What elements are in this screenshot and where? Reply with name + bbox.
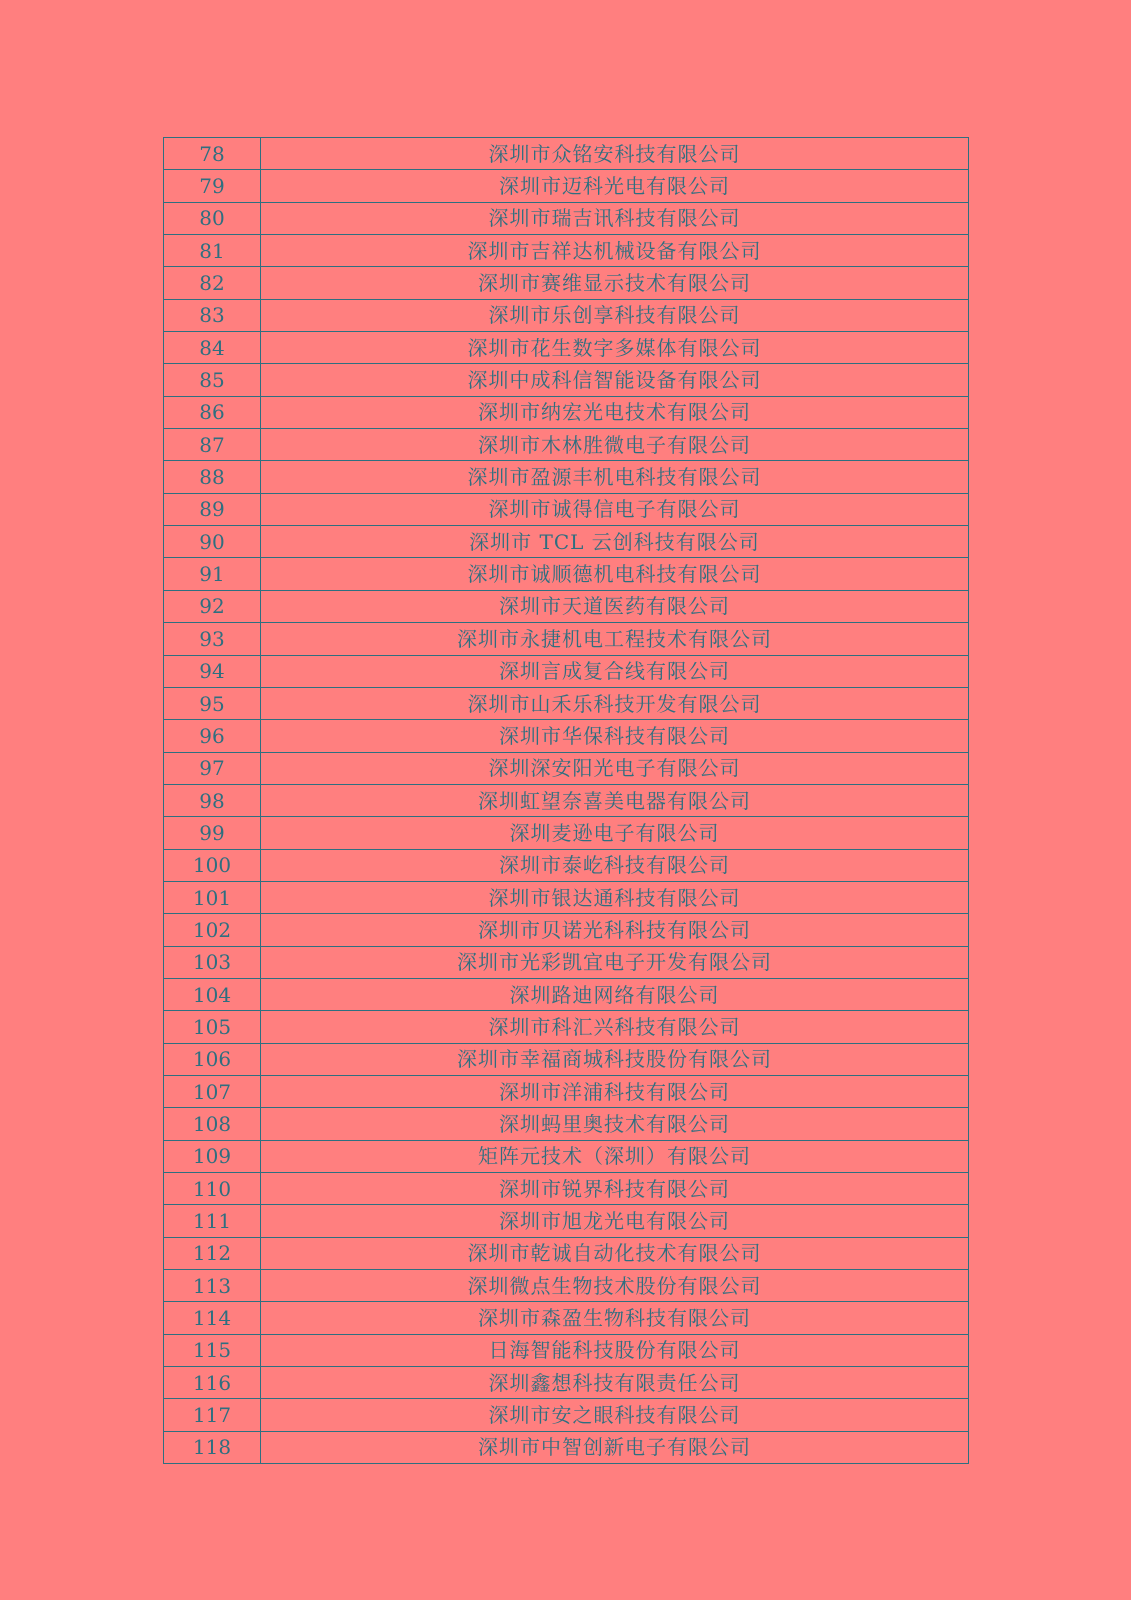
- table-row: [164, 1140, 969, 1172]
- company-name-cell: 深圳蚂里奥技术有限公司: [261, 1108, 969, 1140]
- table-row: [164, 849, 969, 881]
- table-row: [164, 1270, 969, 1302]
- company-name-cell: 日海智能科技股份有限公司: [261, 1334, 969, 1366]
- row-number-cell: 88: [164, 461, 261, 493]
- row-number-cell: 92: [164, 590, 261, 622]
- row-number-cell: 103: [164, 946, 261, 978]
- row-number-cell: 118: [164, 1431, 261, 1463]
- row-number-cell: 117: [164, 1399, 261, 1431]
- company-name-cell: 深圳市纳宏光电技术有限公司: [261, 396, 969, 428]
- company-name-cell: 深圳市众铭安科技有限公司: [261, 138, 969, 170]
- company-name-cell: 深圳市木林胜微电子有限公司: [261, 429, 969, 461]
- company-name-cell: 深圳深安阳光电子有限公司: [261, 752, 969, 784]
- row-number-cell: 96: [164, 720, 261, 752]
- row-number-cell: 97: [164, 752, 261, 784]
- row-number-cell: 79: [164, 170, 261, 202]
- row-number-cell: 78: [164, 138, 261, 170]
- table-row: [164, 267, 969, 299]
- row-number-cell: 101: [164, 881, 261, 913]
- row-number-cell: 83: [164, 299, 261, 331]
- company-name-cell: 深圳市科汇兴科技有限公司: [261, 1011, 969, 1043]
- table-row: [164, 1367, 969, 1399]
- table-row: [164, 1334, 969, 1366]
- company-name-cell: 深圳鑫想科技有限责任公司: [261, 1367, 969, 1399]
- table-row: [164, 1108, 969, 1140]
- row-number-cell: 86: [164, 396, 261, 428]
- row-number-cell: 84: [164, 332, 261, 364]
- table-row: [164, 526, 969, 558]
- table-row: [164, 1173, 969, 1205]
- company-name-cell: 深圳市 TCL 云创科技有限公司: [261, 526, 969, 558]
- table-row: [164, 1399, 969, 1431]
- table-row: [164, 1205, 969, 1237]
- row-number-cell: 80: [164, 202, 261, 234]
- company-name-cell: 深圳市瑞吉讯科技有限公司: [261, 202, 969, 234]
- table-row: [164, 1011, 969, 1043]
- row-number-cell: 85: [164, 364, 261, 396]
- company-name-cell: 深圳市森盈生物科技有限公司: [261, 1302, 969, 1334]
- company-name-cell: 深圳市洋浦科技有限公司: [261, 1075, 969, 1107]
- company-name-cell: 深圳中成科信智能设备有限公司: [261, 364, 969, 396]
- table-row: [164, 687, 969, 719]
- company-list-table: [163, 137, 969, 1464]
- company-name-cell: 深圳市花生数字多媒体有限公司: [261, 332, 969, 364]
- company-name-cell: 深圳市吉祥达机械设备有限公司: [261, 235, 969, 267]
- table-row: [164, 752, 969, 784]
- company-name-cell: 深圳市乐创享科技有限公司: [261, 299, 969, 331]
- table-row: [164, 170, 969, 202]
- table-row: [164, 784, 969, 816]
- row-number-cell: 113: [164, 1270, 261, 1302]
- company-name-cell: 深圳市诚得信电子有限公司: [261, 493, 969, 525]
- row-number-cell: 98: [164, 784, 261, 816]
- row-number-cell: 93: [164, 623, 261, 655]
- row-number-cell: 111: [164, 1205, 261, 1237]
- table-row: [164, 364, 969, 396]
- table-row: [164, 720, 969, 752]
- company-name-cell: 深圳市银达通科技有限公司: [261, 881, 969, 913]
- company-name-cell: 深圳麦逊电子有限公司: [261, 817, 969, 849]
- table-row: [164, 817, 969, 849]
- row-number-cell: 114: [164, 1302, 261, 1334]
- table-row: [164, 138, 969, 170]
- row-number-cell: 106: [164, 1043, 261, 1075]
- table-row: [164, 881, 969, 913]
- company-name-cell: 深圳市盈源丰机电科技有限公司: [261, 461, 969, 493]
- row-number-cell: 91: [164, 558, 261, 590]
- table-row: [164, 202, 969, 234]
- row-number-cell: 100: [164, 849, 261, 881]
- company-name-cell: 深圳市赛维显示技术有限公司: [261, 267, 969, 299]
- table-row: [164, 623, 969, 655]
- row-number-cell: 90: [164, 526, 261, 558]
- company-name-cell: 深圳市华保科技有限公司: [261, 720, 969, 752]
- table-row: [164, 1431, 969, 1463]
- row-number-cell: 95: [164, 687, 261, 719]
- row-number-cell: 105: [164, 1011, 261, 1043]
- table-row: [164, 299, 969, 331]
- row-number-cell: 110: [164, 1173, 261, 1205]
- company-name-cell: 深圳市泰屹科技有限公司: [261, 849, 969, 881]
- table-row: [164, 332, 969, 364]
- table-row: [164, 914, 969, 946]
- row-number-cell: 115: [164, 1334, 261, 1366]
- table-row: [164, 1075, 969, 1107]
- table-row: [164, 429, 969, 461]
- row-number-cell: 112: [164, 1237, 261, 1269]
- company-name-cell: 深圳市安之眼科技有限公司: [261, 1399, 969, 1431]
- table-row: [164, 493, 969, 525]
- table-row: [164, 1302, 969, 1334]
- company-name-cell: 深圳市贝诺光科科技有限公司: [261, 914, 969, 946]
- company-name-cell: 深圳市幸福商城科技股份有限公司: [261, 1043, 969, 1075]
- table-row: [164, 946, 969, 978]
- company-name-cell: 深圳市永捷机电工程技术有限公司: [261, 623, 969, 655]
- company-name-cell: 深圳虹望奈喜美电器有限公司: [261, 784, 969, 816]
- company-name-cell: 深圳市光彩凯宜电子开发有限公司: [261, 946, 969, 978]
- row-number-cell: 94: [164, 655, 261, 687]
- company-name-cell: 深圳市中智创新电子有限公司: [261, 1431, 969, 1463]
- company-name-cell: 深圳言成复合线有限公司: [261, 655, 969, 687]
- table-row: [164, 1237, 969, 1269]
- company-name-cell: 深圳市锐界科技有限公司: [261, 1173, 969, 1205]
- company-name-cell: 深圳市旭龙光电有限公司: [261, 1205, 969, 1237]
- table-row: [164, 590, 969, 622]
- table-row: [164, 558, 969, 590]
- row-number-cell: 104: [164, 978, 261, 1010]
- table-row: [164, 1043, 969, 1075]
- row-number-cell: 87: [164, 429, 261, 461]
- company-name-cell: 深圳微点生物技术股份有限公司: [261, 1270, 969, 1302]
- company-name-cell: 深圳市天道医药有限公司: [261, 590, 969, 622]
- company-name-cell: 深圳路迪网络有限公司: [261, 978, 969, 1010]
- row-number-cell: 102: [164, 914, 261, 946]
- table-row: [164, 461, 969, 493]
- row-number-cell: 89: [164, 493, 261, 525]
- row-number-cell: 108: [164, 1108, 261, 1140]
- company-list-body: [164, 138, 969, 1464]
- table-row: [164, 655, 969, 687]
- table-row: [164, 396, 969, 428]
- table-row: [164, 978, 969, 1010]
- row-number-cell: 99: [164, 817, 261, 849]
- table-row: [164, 235, 969, 267]
- row-number-cell: 116: [164, 1367, 261, 1399]
- row-number-cell: 81: [164, 235, 261, 267]
- row-number-cell: 107: [164, 1075, 261, 1107]
- company-name-cell: 矩阵元技术（深圳）有限公司: [261, 1140, 969, 1172]
- company-name-cell: 深圳市乾诚自动化技术有限公司: [261, 1237, 969, 1269]
- row-number-cell: 109: [164, 1140, 261, 1172]
- company-name-cell: 深圳市诚顺德机电科技有限公司: [261, 558, 969, 590]
- company-name-cell: 深圳市迈科光电有限公司: [261, 170, 969, 202]
- row-number-cell: 82: [164, 267, 261, 299]
- company-name-cell: 深圳市山禾乐科技开发有限公司: [261, 687, 969, 719]
